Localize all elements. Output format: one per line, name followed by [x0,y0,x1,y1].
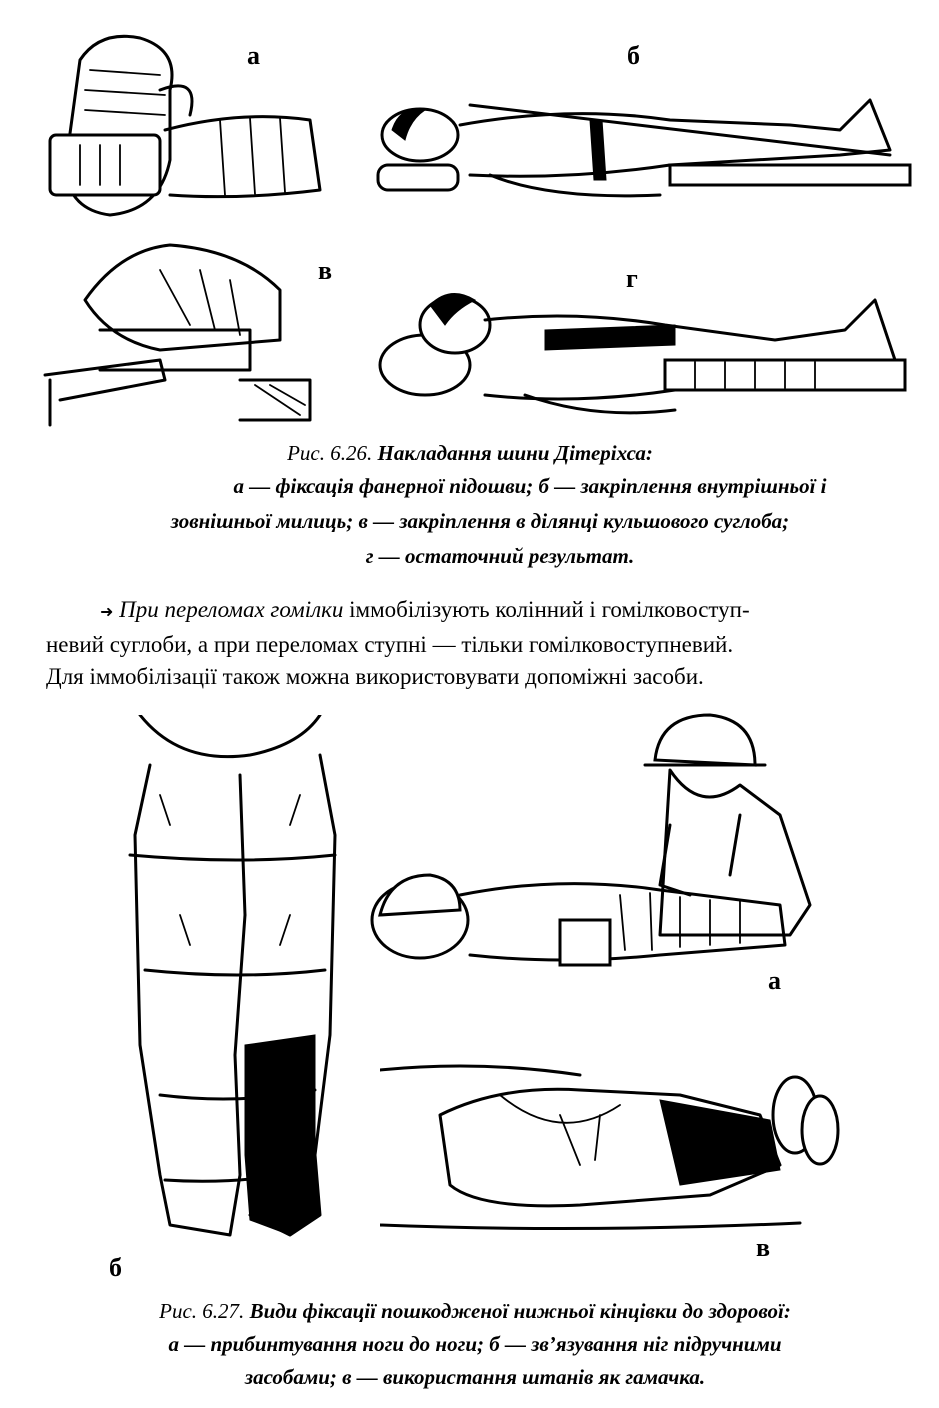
fig1-label-b: б [627,41,640,70]
fig2-caption-line3-text: засобами; в — використання штанів як гамачка. [244,1365,706,1389]
body-paragraph [46,594,918,693]
illustration-legs-tied [120,715,360,1255]
fig1-label-v: в [318,256,333,285]
illustration-foot-plywood-sole [40,20,340,230]
paragraph-line1-rest: іммобілізують колінний і гомілковоступ- [343,597,750,622]
fig2-caption-line2-text: а — прибинтування ноги до ноги; б — зв’язування ніг підручними [168,1332,782,1356]
fig2-caption-title-line [80,1296,870,1326]
fig1-caption-prefix: Рис. 6.26. [287,441,373,465]
bullet-pointer-icon: ➜ [100,604,114,621]
fig1-caption-line2 [150,471,910,501]
fig2-label-b: б [109,1253,122,1282]
fig2-label-v: в [756,1233,771,1262]
fig2-caption-line3 [80,1362,870,1392]
illustration-splint-crutches [370,80,925,210]
fig2-label-a: а [768,966,781,995]
fig1-label-g: г [626,264,638,293]
fig1-caption-line2-text: а — фіксація фанерної підошви; б — закріплення внутрішньої і [233,474,827,498]
fig1-caption-line4-text: г — остаточний результат. [365,544,635,568]
illustration-hip-joint-fixation [40,230,333,430]
paragraph-line-2: невий суглоби, а при переломах ступні — тільки гомілковоступневий. [46,632,734,657]
fig1-label-a: а [247,41,260,70]
paragraph-line-3: Для іммобілізації також можна використовувати допоміжні засоби. [46,664,704,689]
fig1-caption-title-line [150,438,790,468]
fig2-caption-title: Види фіксації пошкодженої нижньої кінцівки до здорової: [249,1299,791,1323]
illustration-splint-final-result [375,270,925,430]
fig1-caption-title: Накладання шини Дітеріхса: [377,441,653,465]
fig1-caption-line3-text: зовнішньої милиць; в — закріплення в ділянці кульшового суглоба; [170,509,790,533]
illustration-pants-hammock [380,1055,840,1235]
fig2-caption-line2 [80,1329,870,1359]
fig1-caption-line4 [300,541,700,571]
paragraph-line-1 [46,594,918,629]
paragraph-italic-lead: При переломах гомілки [119,597,344,622]
fig2-caption-prefix: Рис. 6.27. [159,1299,245,1323]
fig1-caption-line3 [100,506,860,536]
illustration-bandaging-leg-to-leg [360,705,820,990]
